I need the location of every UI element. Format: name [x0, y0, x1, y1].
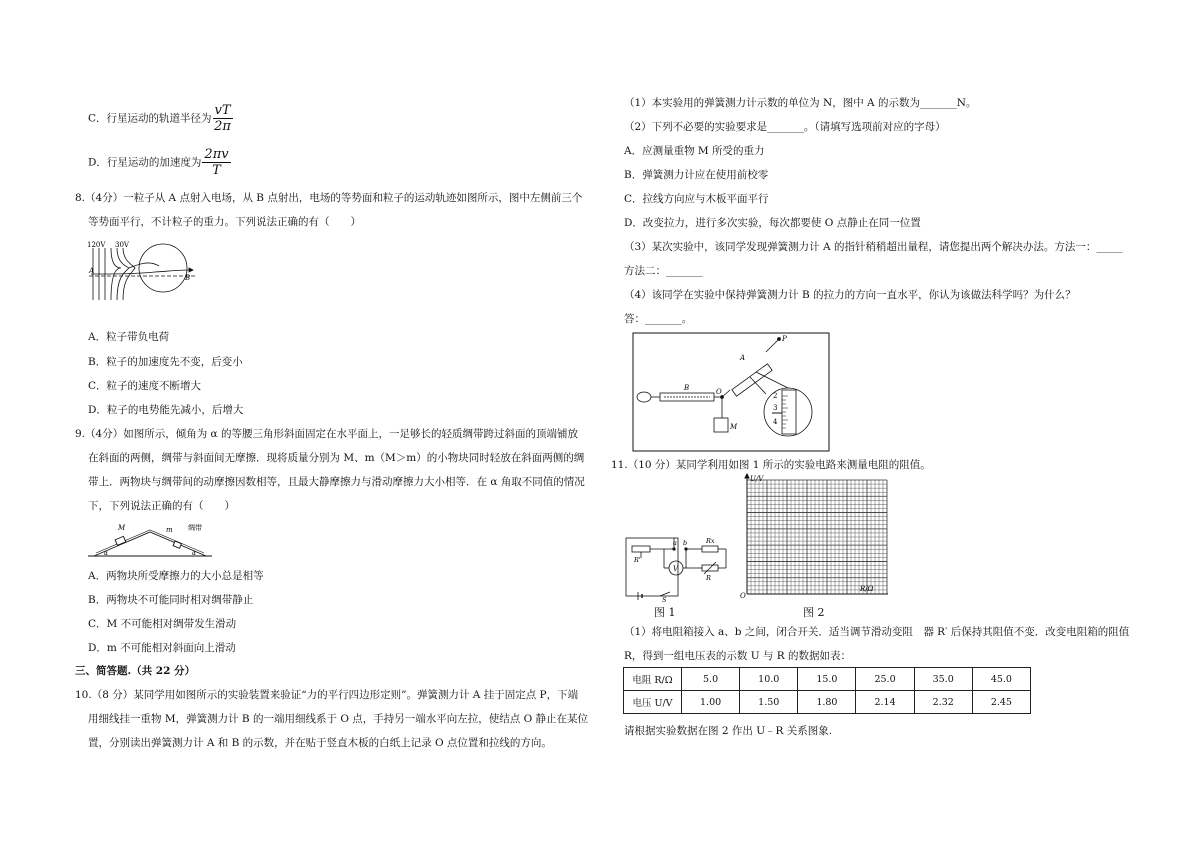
- label-terminal-a: a: [673, 539, 677, 547]
- q11-instruction: 请根据实验数据在图 2 作出 U﹣R 关系图象.: [624, 725, 833, 737]
- x-axis-label: R/Ω: [860, 585, 874, 593]
- q9-stem-line3: 带上．两物块与绸带间的动摩擦因数相等，且最大静摩擦力与滑动摩擦力大小相等．在 α 角取不同值的情况: [88, 476, 585, 488]
- table-row-voltage: [624, 691, 1031, 714]
- q10-stem-line1: 10.（8 分）某同学用如图所示的实验装置来验证“力的平行四边形定则”。弹簧测力计 A 挂于固定点 P，下端: [75, 689, 579, 701]
- q9-option-d: D．m 不可能相对斜面向上滑动: [88, 642, 236, 654]
- q8-option-d: D．粒子的电势能先减小，后增大: [88, 404, 244, 416]
- table-cell: 15.0: [798, 668, 856, 691]
- table-cell: 45.0: [972, 668, 1030, 691]
- label-balance-b: B: [684, 384, 690, 392]
- q9-option-a: A．两物块所受摩擦力的大小总是相等: [88, 570, 264, 582]
- q11-circuit-figure: [624, 530, 734, 602]
- q10-part3-line2: 方法二：_______: [624, 265, 703, 277]
- q9-option-c: C．M 不可能相对绸带发生滑动: [88, 618, 237, 630]
- table-cell: 35.0: [914, 668, 972, 691]
- table-cell: 25.0: [856, 668, 914, 691]
- y-axis-label: U/V: [750, 475, 764, 483]
- q10-part2-option-a: A．应测量重物 M 所受的重力: [624, 145, 765, 157]
- label-voltmeter: V: [673, 565, 679, 573]
- q10-apparatus-figure: [632, 332, 832, 454]
- q11-part1-line2: R，得到一组电压表的示数 U 与 R 的数据如表：: [624, 650, 852, 662]
- figure-2-caption: 图 2: [803, 606, 825, 619]
- figure-1-caption: 图 1: [654, 606, 676, 619]
- table-cell: 10.0: [740, 668, 798, 691]
- table-header-voltage: 电压 U/V: [624, 691, 682, 714]
- origin-label: O: [740, 592, 746, 600]
- label-30v: 30V: [115, 241, 129, 249]
- label-balance-a: A: [740, 354, 746, 362]
- label-mass-big-m: M: [118, 524, 126, 532]
- label-terminal-b: b: [683, 539, 688, 547]
- label-r-prime: R': [634, 556, 641, 564]
- table-header-resistance: 电阻 R/Ω: [624, 668, 682, 691]
- q11-graph-grid: [740, 474, 890, 600]
- label-point-a: A: [89, 267, 95, 275]
- label-point-b: B: [185, 274, 191, 282]
- table-row-resistance: [624, 668, 1031, 691]
- scale-label-3: 3: [773, 404, 778, 412]
- q10-part4-line2: 答：_______。: [624, 313, 693, 325]
- q9-incline-figure: [88, 520, 218, 560]
- table-cell: 2.32: [914, 691, 972, 714]
- q8-option-a: A．粒子带负电荷: [88, 331, 170, 343]
- q9-option-b: B．两物块不可能同时相对绸带静止: [88, 594, 254, 606]
- label-alpha-left: α: [104, 550, 109, 557]
- label-point-p: P: [782, 335, 787, 343]
- label-point-o: O: [716, 388, 722, 396]
- q8-stem-line1: 8.（4分）一粒子从 A 点射入电场，从 B 点射出，电场的等势面和粒子的运动轨迹如图所示，图中左侧前三个: [75, 192, 583, 204]
- q10-stem-line3: 置，分别读出弹簧测力计 A 和 B 的示数，并在贴于竖直木板的白纸上记录 O 点位置和拉线的方向。: [88, 737, 552, 749]
- q8-option-b: B．粒子的加速度先不变，后变小: [88, 356, 243, 368]
- label-alpha-right: α: [192, 550, 197, 557]
- q10-part4-line1: （4）该同学在实验中保持弹簧测力计 B 的拉力的方向一直水平，你认为该做法科学吗？为什么？: [624, 289, 1076, 301]
- q7-option-c: C．行星运动的轨道半径为 $\frac{vT}{2\pi}$: [88, 103, 231, 134]
- label-rx: Rx: [706, 537, 715, 545]
- q10-part2-option-d: D．改变拉力，进行多次实验，每次都要使 O 点静止在同一位置: [624, 217, 921, 229]
- q10-part2-option-c: C．拉线方向应与木板平面平行: [624, 193, 769, 205]
- table-cell: 1.80: [798, 691, 856, 714]
- label-switch-s: S: [662, 596, 667, 604]
- q10-part2-option-b: B．弹簧测力计应在使用前校零: [624, 169, 769, 181]
- fraction-2piv-over-t: $\frac{2\pi v}{T}$: [204, 147, 229, 178]
- q9-stem-line4: 下，下列说法正确的有（ ）: [88, 500, 235, 512]
- label-resistor-r: R: [706, 574, 711, 582]
- table-cell: 1.50: [740, 691, 798, 714]
- q9-stem-line2: 在斜面的两侧，绸带与斜面间无摩擦．现将质量分别为 M、m（M＞m）的小物块同时轻放在斜面两侧的绸: [88, 452, 585, 464]
- q8-option-c: C．粒子的速度不断增大: [88, 380, 202, 392]
- q7-option-d: D．行星运动的加速度为 $\frac{2\pi v}{T}$: [88, 147, 229, 178]
- q10-stem-line2: 用细线挂一重物 M，弹簧测力计 B 的一端用细线系于 O 点，手持另一端水平向左拉，使结点 O 静止在某位: [88, 713, 589, 725]
- table-cell: 1.00: [682, 691, 740, 714]
- q9-stem-line1: 9.（4分）如图所示，倾角为 α 的等腰三角形斜面固定在水平面上，一足够长的轻质绸带跨过斜面的顶端铺放: [75, 428, 578, 440]
- scale-label-2: 2: [773, 392, 778, 400]
- right-column: [600, 0, 1200, 848]
- table-cell: 2.45: [972, 691, 1030, 714]
- label-silk: 绸带: [188, 524, 202, 532]
- label-120v: 120V: [87, 241, 106, 249]
- q10-part3-line1: （3）某次实验中，该同学发现弹簧测力计 A 的指针稍稍超出量程，请您提出两个解决办法。方法一：_____: [624, 241, 1123, 253]
- q11-data-table: [623, 667, 1031, 714]
- table-cell: 2.14: [856, 691, 914, 714]
- q8-stem-line2: 等势面平行，不计粒子的重力。下列说法正确的有（ ）: [88, 216, 361, 228]
- scale-label-4: 4: [773, 418, 778, 426]
- fraction-vt-over-2pi: $\frac{vT}{2\pi}$: [214, 103, 231, 134]
- q11-part1-line1: （1）将电阻箱接入 a、b 之间，闭合开关．适当调节滑动变阻 器 R′ 后保持其阻值不变．改变电阻箱的阻值: [624, 626, 1130, 638]
- label-weight-m: M: [730, 423, 738, 431]
- q10-part2: （2）下列不必要的实验要求是_______。（请填写选项前对应的字母）: [624, 121, 946, 133]
- table-cell: 5.0: [682, 668, 740, 691]
- section-3-heading: 三、简答题.（共 22 分）: [75, 665, 196, 677]
- q11-stem: 11.（10 分）某同学利用如图 1 所示的实验电路来测量电阻的阻值。: [611, 459, 931, 471]
- q8-equipotential-figure: [85, 238, 205, 310]
- label-mass-small-m: m: [166, 526, 173, 534]
- q10-part1: （1）本实验用的弹簧测力计示数的单位为 N，图中 A 的示数为_______N。: [624, 97, 977, 109]
